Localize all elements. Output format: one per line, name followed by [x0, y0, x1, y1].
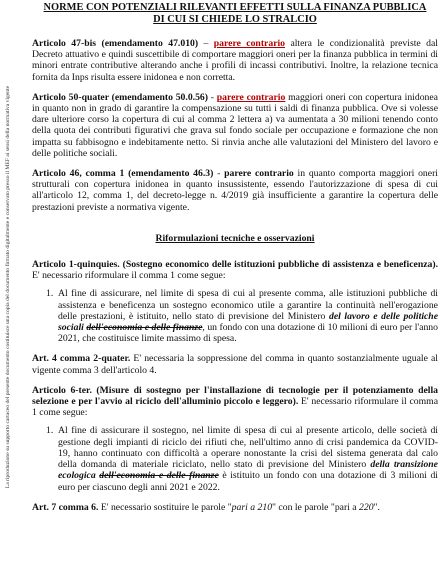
article-50-quater-text: maggiori oneri con copertura inidonea in quanto non in grado di garantire la compensazione su tutti i saldi di finanza pubblica. Ove si volesse dare ulteriore corso la copertura di cui al comma 2 lettera a) va aumentata a 30 milioni tenendo conto della quota dei contributi figurativi che grava sul fondo sociale per occupazione e formazione che non impatta su fabbisogno e indebitamente netto. Si rinvia anche alle valutazioni del Ministero del lavoro e delle politiche sociali.: [32, 91, 438, 159]
article-1-quinquies-text: E' necessario riformulare il comma 1 come segue:: [32, 270, 226, 282]
separator: –: [198, 38, 214, 49]
article-47-bis: [32, 38, 438, 83]
separator: -: [208, 91, 217, 103]
document-page: [32, 2, 438, 513]
article-6-ter: [32, 385, 438, 419]
article-1-quinquies: [32, 259, 438, 281]
comma-text: [58, 425, 438, 492]
side-note: [3, 0, 13, 574]
quoted-new: 220: [359, 501, 374, 513]
comma-text-d: è istituito un fondo con una dotazione di 3 milioni di euro per ciascuno degli anni 2021 e 2022.: [58, 470, 438, 493]
article-50-quater: [32, 92, 438, 159]
article-4: [32, 353, 438, 375]
ministry-inserted: del lavoro e delle politiche sociali: [58, 310, 438, 334]
article-6-ter-comma: [46, 425, 438, 492]
document-title: [32, 2, 438, 25]
article-6-ter-head: Articolo 6-ter. (Misure di sostegno per l'installazione di tecnologie per il potenziamento della selezione e per l'avvio al riciclo dell'alluminio piccolo e leggero).: [32, 384, 438, 408]
ministry-deleted: dell'economia e delle finanze: [99, 470, 219, 482]
article-46-text: in quanto comporta maggiori oneri strutturali con copertura inidonea in quanto insussistente, essendo l'autorizzazione di spesa di cui all'articolo 12, comma 1, del decreto-legge n. 4/2019 già insufficiente a garantire la copertura delle prestazioni previste a normativa vigente.: [32, 168, 438, 213]
separator: -: [213, 168, 225, 180]
article-47-bis-text: altera le condizionalità previste dal Decreto attuativo e quindi suscettibile di comportare maggiori oneri per la finanza pubblica in termini di minori entrate contributive alterando anche i profili di incassi contributivi. Inoltre, la relazione tecnica fornita da Inps risulta essere inidonea e non corretta.: [32, 38, 438, 83]
comma-number: 1.: [46, 288, 54, 300]
article-46: [32, 168, 438, 213]
ministry-inserted: della transizione ecologica: [58, 459, 438, 482]
article-1-quinquies-comma: [46, 288, 438, 344]
article-7-text-1: E' necessario sostituire le parole ": [98, 501, 232, 513]
article-7-text-3: ".: [373, 501, 380, 513]
comma-text: [58, 288, 438, 344]
ministry-deleted: dell'economia e delle finanze: [86, 322, 203, 334]
article-47-bis-head: Articolo 47-bis (emendamento 47.010): [32, 38, 199, 49]
comma-number: 1.: [46, 425, 54, 437]
verdict-46: parere contrario: [224, 168, 294, 180]
verdict-50-quater: parere contrario: [216, 91, 286, 103]
comma-text-d: , un fondo con una dotazione di 10 milioni di euro per l'anno 2021, che costituisce limite massimo di spesa.: [58, 322, 438, 345]
article-4-text: E' necessaria la soppressione del comma in quanto sostanzialmente uguale al vigente comma 3 dell'articolo 4.: [32, 353, 439, 376]
title-line-2: DI CUI SI CHIEDE LO STRALCIO: [153, 13, 317, 25]
article-7-text-2: " con le parole "pari a: [272, 501, 360, 513]
article-7: [32, 502, 438, 513]
article-7-head: Art. 7 comma 6.: [32, 501, 99, 513]
section-title: Riformulazioni tecniche e osservazioni: [155, 232, 315, 244]
article-4-head: Art. 4 comma 2-quater.: [32, 353, 131, 365]
article-50-quater-head: Articolo 50-quater (emendamento 50.0.56): [32, 91, 208, 103]
side-note-text: La riproduzione su supporto cartaceo del presente documento costituisce una copia del documento firmato digitalmente e conservato presso il MEF ai sensi della normativa vigente: [5, 85, 11, 489]
article-46-head: Articolo 46, comma 1 (emendamento 46.3): [32, 168, 214, 180]
article-1-quinquies-head: Articolo 1-quinquies. (Sostegno economico delle istituzioni pubbliche di assistenza e beneficenza).: [32, 259, 438, 271]
comma-text-a: Al fine di assicurare, nel limite di spesa di cui al presente comma, alle istituzioni pubbliche di assistenza e beneficenza un sostegno economico utile a garantire la continuità nell'erogazione delle prestazioni, è istituito, nello stato di previsione del Ministero: [58, 288, 438, 322]
title-line-1: NORME CON POTENZIALI RILEVANTI EFFETTI SULLA FINANZA PUBBLICA: [43, 2, 427, 13]
article-6-ter-text: E' necessario riformulare il comma 1 come segue:: [32, 396, 439, 419]
verdict-47-bis: parere contrario: [213, 38, 286, 49]
quoted-old: pari a 210: [231, 501, 273, 513]
comma-text-a: Al fine di assicurare il sostegno, nel limite di spesa di cui al presente articolo, delle società di gestione degli impianti di riciclo dei rifiuti che, nell'ultimo anno di crisi pandemica da COVID-19, hanno continuato con difficoltà a operare nonostante la crisi del sistema generata dal calo della domanda di materiale riciclato, nello stato di previsione del Ministero: [58, 425, 438, 471]
